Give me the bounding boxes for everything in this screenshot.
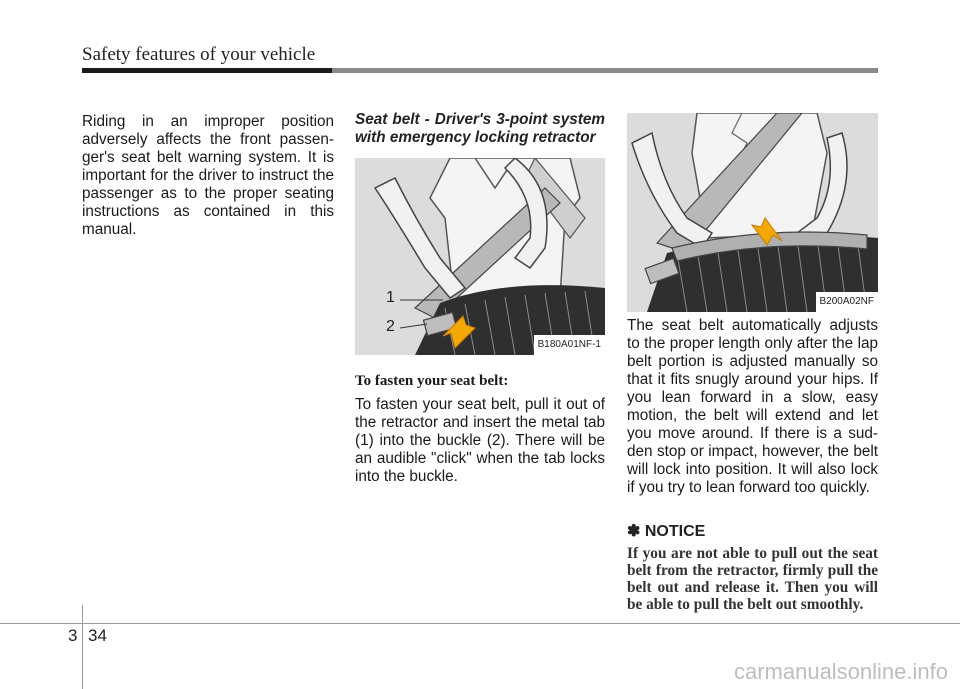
notice-title: ✽ NOTICE [627, 523, 706, 540]
chapter-number: 3 [68, 626, 78, 645]
column-right [627, 113, 878, 613]
footer-rule [0, 623, 960, 624]
page-number: 34 [88, 626, 107, 645]
footer-divider [82, 605, 83, 689]
intro-paragraph: Riding in an improper position adversely affects the front passen-ger's seat belt warning system. It is important for the driver to instruct the passenger as to the proper seating instructions as contained in this manual. [82, 113, 334, 238]
fasten-paragraph: To fasten your seat belt, pull it out of the retractor and insert the metal tab (1) into the buckle (2). There will be an audible "click" when the tab locks into the buckle. [355, 396, 605, 485]
page-header-title: Safety features of your vehicle [82, 44, 316, 65]
figure-code: B180A01NF-1 [534, 335, 605, 355]
header-rule-accent [82, 68, 332, 73]
figure-callout-1: 1 [386, 289, 395, 306]
column-middle [355, 111, 605, 486]
figure-code: B200A02NF [816, 292, 878, 312]
figure-callout-2: 2 [386, 318, 395, 335]
notice-text: If you are not able to pull out the seat belt from the retractor, firmly pull the belt out and release it. Then you will be able to pull the belt out smoothly. [627, 545, 878, 613]
section-heading: Seat belt - Driver's 3-point system with emergency locking retractor [355, 111, 605, 146]
figure-adjust-belt [627, 113, 878, 312]
watermark: carmanualsonline.info [733, 659, 948, 684]
column-left [82, 113, 334, 239]
fasten-subheading: To fasten your seat belt: [355, 373, 509, 389]
adjust-paragraph: The seat belt automatically adjusts to the proper length only after the lap belt portion is adjusted manually so that it fits snugly around your hips. If you lean forward in a slow, easy motion, the belt will extend and let you move around. If there is a sud-den stop or impact, however, the belt will lock into position. It will also lock if you try to lean forward too quickly. [627, 317, 878, 496]
illustration-adjust-belt [627, 113, 878, 312]
figure-fasten-belt [355, 158, 605, 355]
